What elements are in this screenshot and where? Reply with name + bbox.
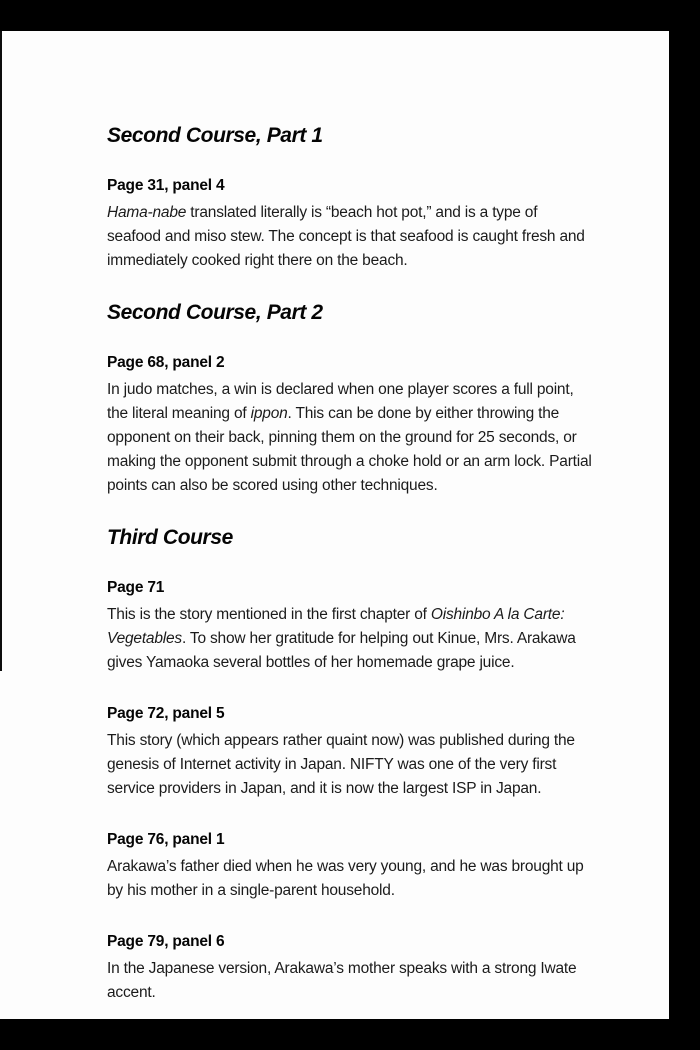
section-heading: Third Course (107, 526, 233, 549)
body-text: Arakawa’s father died when he was very young, and he was brought up by his mother in a single-parent household. (107, 858, 584, 899)
body-text-italic: Oishinbo A la Carte: Vegetables (107, 606, 565, 647)
book-page (2, 31, 669, 1019)
section-0 (107, 125, 595, 273)
note-label: Page 68, panel 2 (107, 354, 225, 371)
note-body (107, 957, 595, 1005)
note (107, 176, 595, 273)
body-text: . This can be done by either throwing the opponent on their back, pinning them on the ground for 25 seconds, or making the opponent submit through a choke hold or an arm lock. Partial points can also be scored using other techniques. (107, 405, 592, 494)
black-border-bottom (0, 1019, 700, 1050)
note-body (107, 378, 595, 498)
note-body (107, 855, 595, 903)
note-body (107, 201, 595, 273)
note-label: Page 71 (107, 579, 165, 596)
section-1 (107, 302, 595, 498)
body-text: . To show her gratitude for helping out Kinue, Mrs. Arakawa gives Yamaoka several bottles of her homemade grape juice. (107, 630, 576, 671)
body-text: translated literally is “beach hot pot,” and is a type of seafood and miso stew. The concept is that seafood is caught fresh and immediately cooked right there on the beach. (107, 204, 585, 269)
note-label: Page 72, panel 5 (107, 705, 225, 722)
note-label: Page 31, panel 4 (107, 177, 225, 194)
note (107, 932, 595, 1005)
black-border-right (669, 0, 700, 1050)
note (107, 353, 595, 498)
note-label: Page 79, panel 6 (107, 933, 225, 950)
body-text: In judo matches, a win is declared when one player scores a full point, the literal meaning of (107, 381, 574, 422)
body-text: This is the story mentioned in the first chapter of (107, 606, 431, 623)
note-body (107, 729, 595, 801)
note (107, 704, 595, 801)
body-text-italic: ippon (250, 405, 288, 422)
section-heading: Second Course, Part 1 (107, 124, 323, 147)
section-heading: Second Course, Part 2 (107, 301, 323, 324)
note-body (107, 603, 595, 675)
note (107, 830, 595, 903)
body-text: This story (which appears rather quaint now) was published during the genesis of Internet activity in Japan. NIFTY was one of the very first service providers in Japan, and it is now the largest ISP in Japan. (107, 732, 575, 797)
notes-content (107, 125, 595, 1005)
section-2 (107, 527, 595, 1005)
black-border-top (0, 0, 700, 31)
body-text-italic: Hama-nabe (107, 204, 187, 221)
body-text: In the Japanese version, Arakawa’s mother speaks with a strong Iwate accent. (107, 960, 577, 1001)
note-label: Page 76, panel 1 (107, 831, 225, 848)
note (107, 578, 595, 675)
